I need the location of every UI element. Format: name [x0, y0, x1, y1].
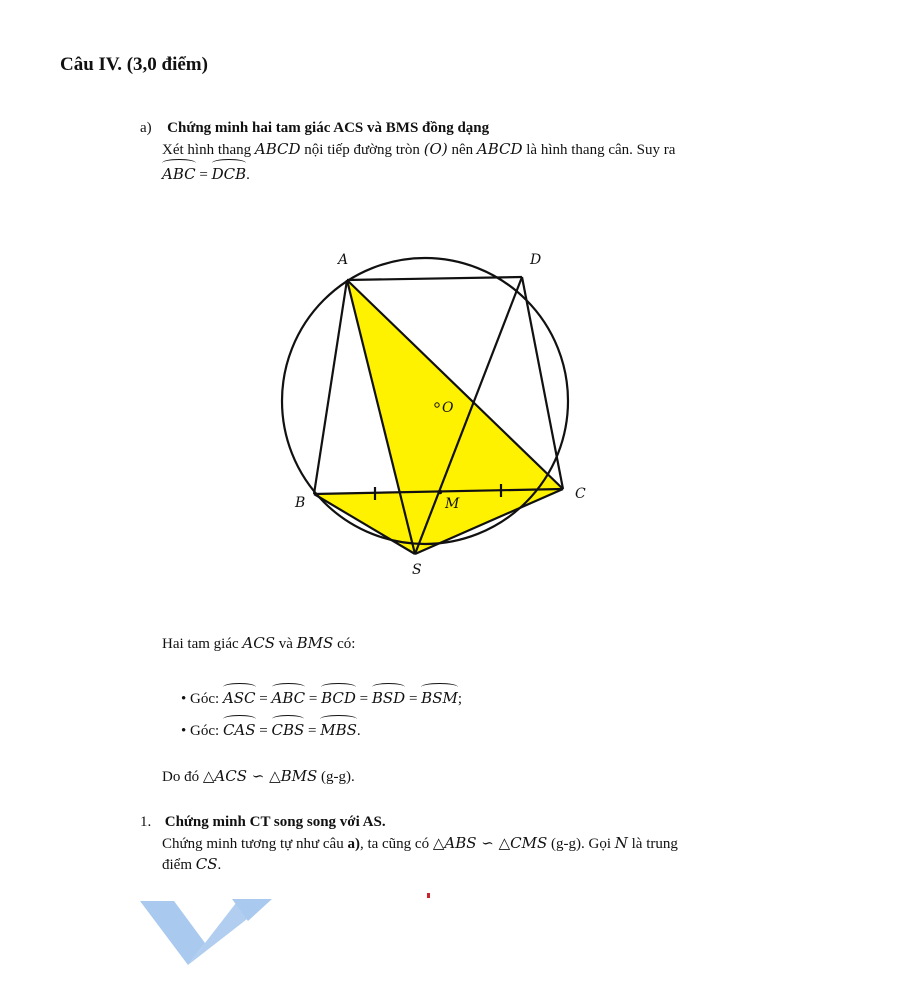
math-similarity: △ACS ∽ △BMS [202, 767, 318, 785]
watermark-logo-icon [140, 895, 280, 970]
text: Góc: [190, 691, 223, 707]
segment-ab [314, 280, 347, 494]
angle-abc: ABC [272, 686, 306, 707]
equals: = [255, 723, 272, 739]
question-heading: Câu IV. (3,0 điểm) [60, 54, 208, 75]
part-1-title-line [140, 814, 386, 831]
part-a-marker: a) [140, 120, 152, 136]
text: Chứng minh tương tự như câu [162, 836, 348, 852]
text: (g-g). [317, 769, 355, 785]
point-m [438, 490, 443, 495]
text: là hình thang cân. Suy ra [522, 142, 676, 158]
red-dot-mark [427, 893, 430, 898]
part-a-line-2 [162, 162, 250, 184]
period: . [217, 857, 222, 873]
angle-mbs: MBS [320, 718, 357, 739]
part-1-line-1 [162, 834, 678, 853]
label-o: O [442, 400, 454, 416]
math-circle-o: (O) [423, 140, 448, 158]
geometry-figure [270, 240, 590, 585]
label-a: A [338, 252, 349, 268]
bullet-1 [181, 686, 462, 708]
math-similarity: △ABS ∽ △CMS [432, 834, 548, 852]
text: có: [333, 636, 356, 652]
part-1-marker: 1. [140, 814, 152, 830]
label-c: C [575, 486, 586, 502]
math-cs: CS [195, 855, 218, 873]
text: Do đó [162, 769, 203, 785]
period: . [356, 723, 361, 739]
equals: = [255, 691, 272, 707]
bullet-dot: • [181, 723, 187, 739]
label-s: S [412, 562, 422, 578]
compare-line [162, 634, 355, 653]
text: Góc: [190, 723, 223, 739]
angle-bsd: BSD [372, 686, 405, 707]
angle-dcb: DCB [212, 162, 247, 183]
math-bms: BMS [296, 634, 334, 652]
equals: = [195, 167, 212, 183]
text: , ta cũng có [359, 836, 433, 852]
text: Hai tam giác [162, 636, 243, 652]
bullet-2 [181, 718, 361, 740]
angle-bcd: BCD [321, 686, 356, 707]
angle-abc: ABC [162, 162, 196, 183]
math-acs: ACS [242, 634, 275, 652]
part-a-title: Chứng minh hai tam giác ACS và BMS đồng dạng [167, 120, 490, 136]
part-1-line-2 [162, 855, 221, 874]
angle-cas: CAS [223, 718, 256, 739]
part-1-title: Chứng minh CT song song với AS. [164, 814, 386, 830]
text: điểm [162, 857, 196, 873]
equals: = [305, 691, 322, 707]
angle-asc: ASC [223, 686, 256, 707]
conclusion-line [162, 767, 355, 786]
math-abcd: ABCD [254, 140, 301, 158]
period: . [246, 167, 250, 183]
text: nên [447, 142, 477, 158]
ref-part-a: a) [347, 836, 360, 852]
angle-bsm: BSM [421, 686, 458, 707]
text: (g-g). Gọi [547, 836, 615, 852]
label-d: D [530, 252, 542, 268]
equals: = [405, 691, 422, 707]
text: là trung [627, 836, 678, 852]
bullet-dot: • [181, 691, 187, 707]
label-b: B [295, 495, 306, 511]
semicolon: ; [457, 691, 463, 707]
part-a-line-1 [162, 140, 675, 159]
text: và [274, 636, 297, 652]
part-a-title-line [140, 120, 489, 137]
math-n: N [614, 834, 628, 852]
math-abcd: ABCD [476, 140, 523, 158]
text: nội tiếp đường tròn [300, 142, 424, 158]
label-m: M [445, 496, 460, 512]
equals: = [355, 691, 372, 707]
text: Xét hình thang [162, 142, 255, 158]
segment-ad [347, 277, 522, 280]
angle-cbs: CBS [272, 718, 305, 739]
equals: = [304, 723, 321, 739]
